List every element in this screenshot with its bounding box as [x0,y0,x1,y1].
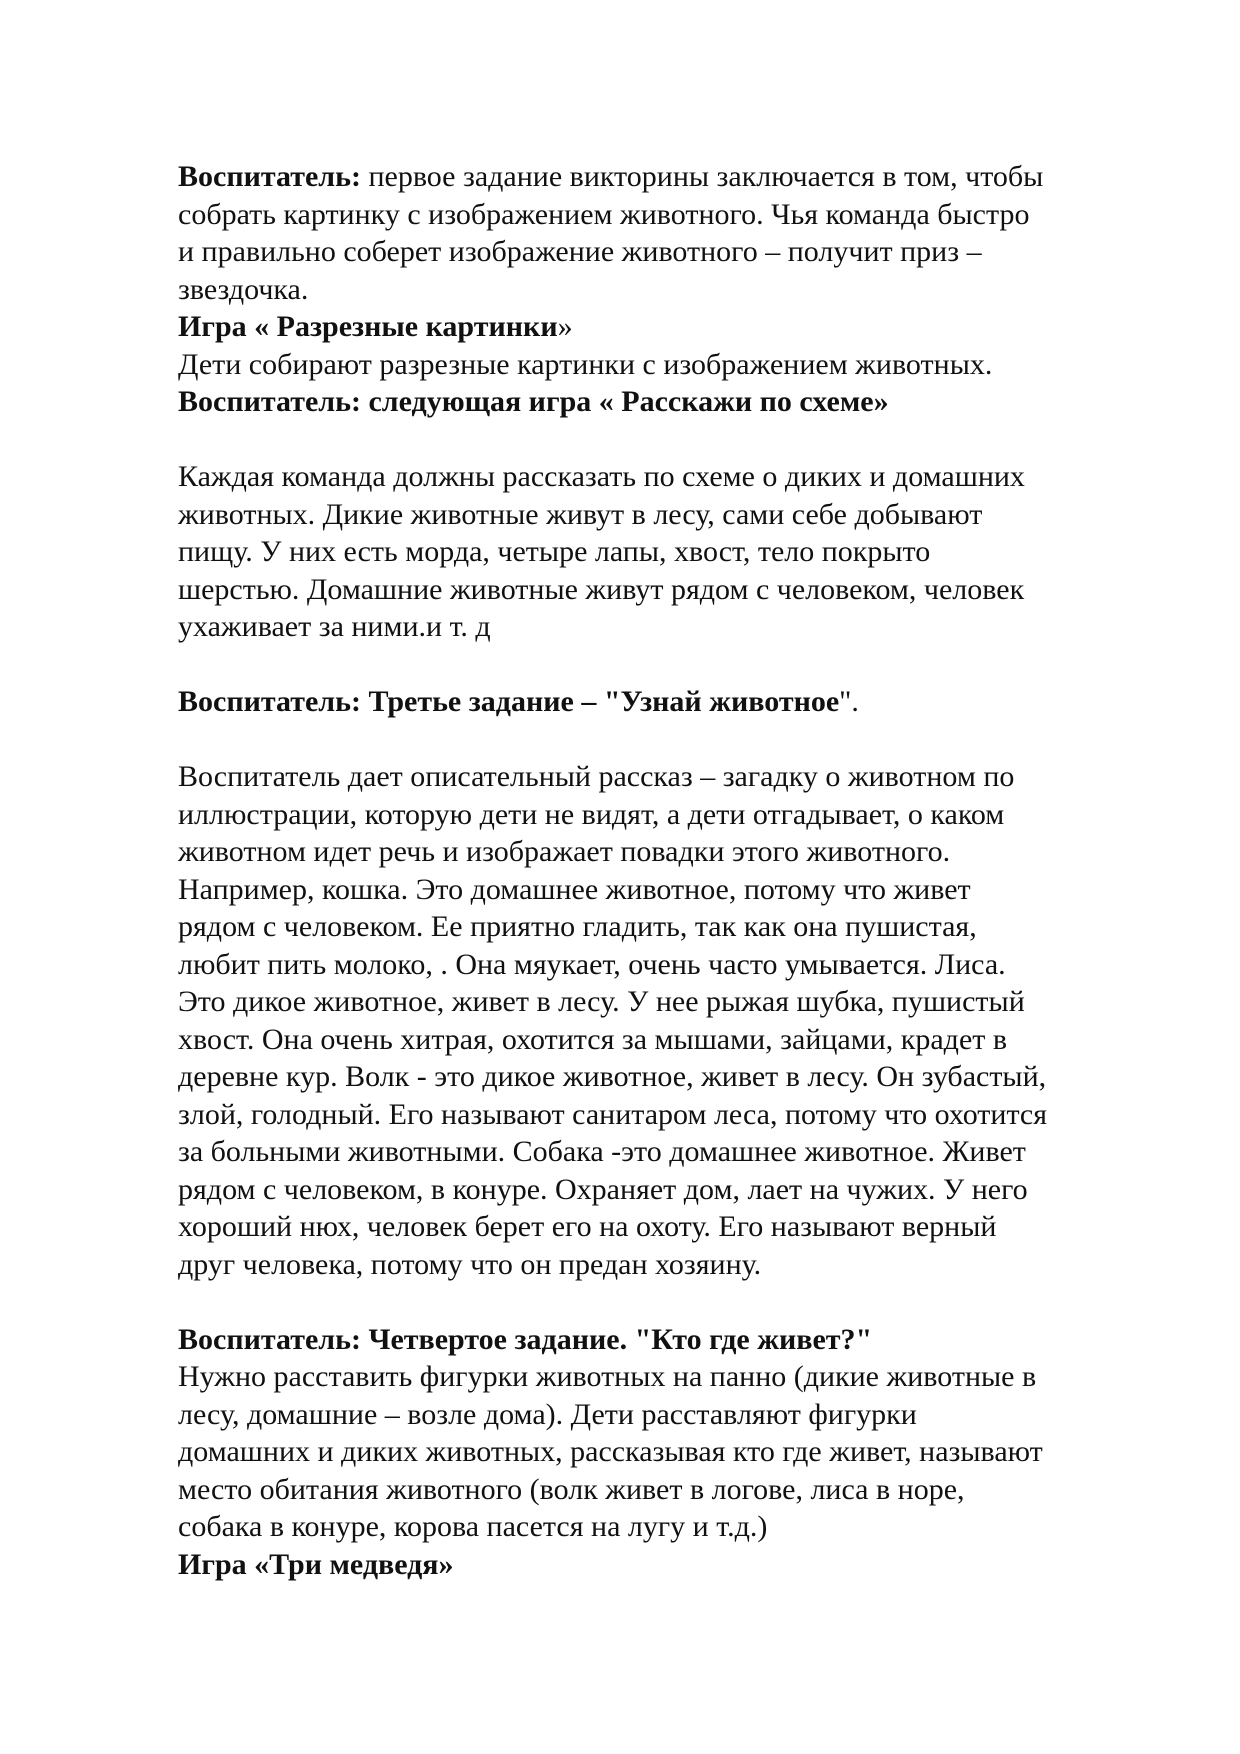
s4-line-11: за больными животными. Собака -это домашнее животное. Живет [178,1135,1026,1168]
s4-line-12: рядом с человеком, в конуре. Охраняет дом, лает на чужих. У него [178,1172,1028,1206]
s4-line-1: Воспитатель дает описательный рассказ – загадку о животном по [178,760,1015,793]
s4-line-7: Это дикое животное, живет в лесу. У нее рыжая шубка, пушистый [178,985,1025,1018]
fourth-task-heading: Воспитатель: Четвертое задание. "Кто где живет?" [178,1322,873,1356]
s5-line-5: собака в конуре, корова пасется на лугу и т.д.) [178,1510,768,1543]
spacer [178,1283,1168,1321]
spacer [178,421,1168,459]
s4-line-10: злой, голодный. Его называют санитаром леса, потому что охотится [178,1097,1048,1131]
document-page [178,158,1168,1583]
s1-line-3: и правильно соберет изображение животного – получит приз – [178,235,982,268]
s1-line-4: звездочка. [178,272,309,306]
game-heading-cut-pictures: Игра « Разрезные картинки» [178,310,573,343]
s1-line-1: Воспитатель: первое задание викторины заключается в том, чтобы [178,160,1044,193]
s4-line-9: деревне кур. Волк - это дикое животное, живет в лесу. Он зубастый, [178,1060,1047,1093]
third-task-heading: Воспитатель: Третье задание – "Узнай животное". [178,685,859,718]
s5-line-1: Нужно расставить фигурки животных на панно (дикие животные в [178,1360,1037,1393]
s2-line-4: шерстью. Домашние животные живут рядом с человеком, человек [178,572,1025,606]
spacer [178,646,1168,684]
speaker-label: Воспитатель: [178,160,361,193]
s2-line-5: ухаживает за ними.и т. д [178,610,491,643]
s4-line-4: Например, кошка. Это домашнее животное, потому что живет [178,872,971,906]
s5-line-3: домашних и диких животных, рассказывая кто где живет, называют [178,1435,1043,1468]
s4-line-6: любит пить молоко, . Она мяукает, очень часто умывается. Лиса. [178,947,1006,981]
s5-line-2: лесу, домашние – возле дома). Дети расставляют фигурки [178,1397,917,1431]
s4-line-5: рядом с человеком. Ее приятно гладить, так как она пушистая, [178,910,977,943]
s5-line-4: место обитания животного (волк живет в логове, лиса в норе, [178,1472,965,1506]
s1-line-2: собрать картинку с изображением животного. Чья команда быстро [178,197,1030,231]
s2-line-2: животных. Дикие животные живут в лесу, сами себе добывают [178,497,983,531]
next-game-heading: Воспитатель: следующая игра « Расскажи по схеме» [178,385,889,418]
s4-line-14: друг человека, потому что он предан хозяину. [178,1247,762,1281]
s2-line-1: Каждая команда должны рассказать по схеме о диких и домашних [178,460,1025,493]
game-description: Дети собирают разрезные картинки с изображением животных. [178,347,993,381]
s4-line-8: хвост. Она очень хитрая, охотится за мышами, зайцами, крадет в [178,1022,1008,1056]
spacer [178,721,1168,759]
s4-line-2: иллюстрации, которую дети не видят, а дети отгадывает, о каком [178,797,1005,831]
s2-line-3: пищу. У них есть морда, четыре лапы, хвост, тело покрыто [178,535,931,568]
game-heading-three-bears: Игра «Три медведя» [178,1547,454,1581]
s4-line-3: животном идет речь и изображает повадки этого животного. [178,835,951,868]
s4-line-13: хороший нюх, человек берет его на охоту. Его называют верный [178,1210,997,1243]
